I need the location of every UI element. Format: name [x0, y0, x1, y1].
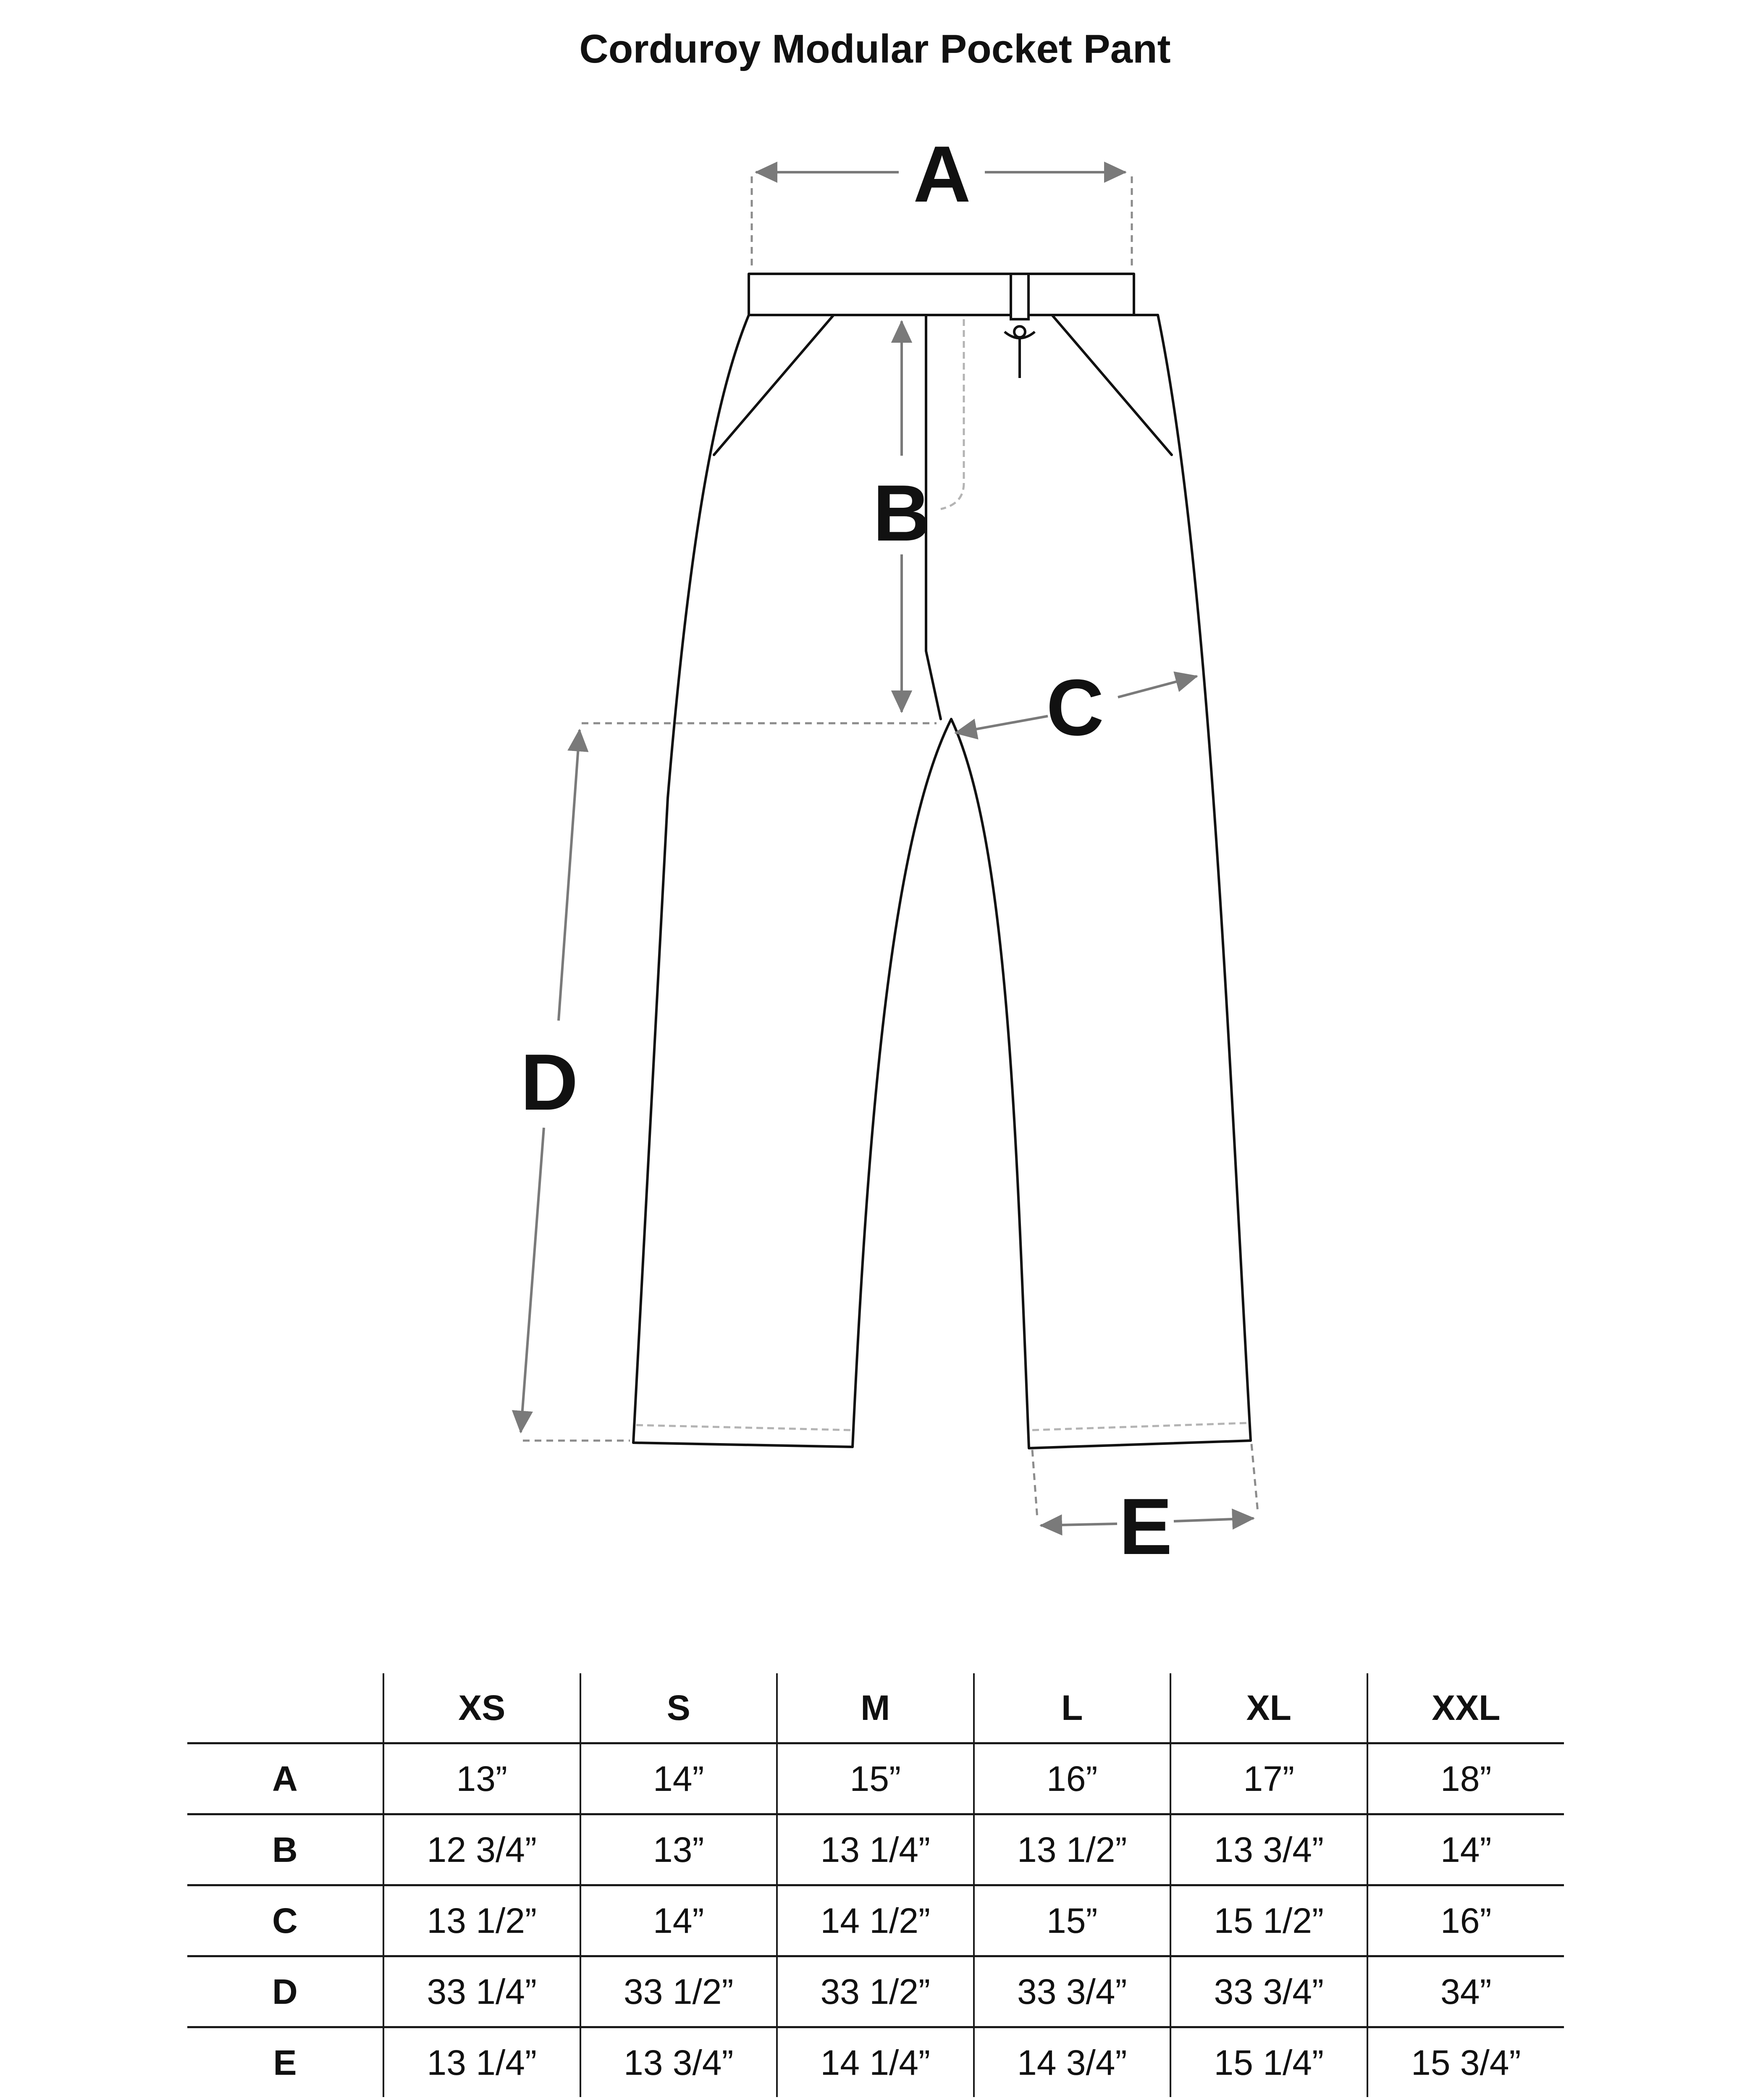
header-corner — [187, 1673, 383, 1743]
table-cell: 15 1/2” — [1170, 1885, 1367, 1956]
table-cell: 16” — [1367, 1885, 1564, 1956]
cord-clip — [1005, 332, 1035, 338]
table-cell: 14 1/2” — [777, 1885, 974, 1956]
page-title: Corduroy Modular Pocket Pant — [579, 26, 1171, 71]
table-cell: 18” — [1367, 1743, 1564, 1814]
size-chart-table — [187, 1673, 1564, 2097]
arrow-c-left — [955, 716, 1048, 733]
label-c: C — [1046, 663, 1104, 752]
table-cell: 14” — [580, 1743, 777, 1814]
table-cell: 14” — [580, 1885, 777, 1956]
table-cell: 33 1/4” — [383, 1956, 580, 2027]
label-e: E — [1119, 1482, 1173, 1571]
table-cell: 14 1/4” — [777, 2027, 974, 2097]
label-a: A — [913, 130, 971, 219]
guide-e-left — [1032, 1450, 1037, 1518]
table-cell: 15” — [974, 1885, 1171, 1956]
header-size-xxl: XXL — [1367, 1673, 1564, 1743]
header-size-xl: XL — [1170, 1673, 1367, 1743]
table-cell: 13 1/4” — [777, 1814, 974, 1885]
table-cell: 33 3/4” — [1170, 1956, 1367, 2027]
table-cell: 13” — [383, 1743, 580, 1814]
row-label: C — [187, 1885, 383, 1956]
arrow-e-right — [1174, 1518, 1254, 1521]
table-cell: 13 3/4” — [1170, 1814, 1367, 1885]
table-header-row — [187, 1673, 1564, 1743]
label-d: D — [520, 1038, 578, 1127]
table-cell: 34” — [1367, 1956, 1564, 2027]
header-size-m: M — [777, 1673, 974, 1743]
table-cell: 13 1/2” — [383, 1885, 580, 1956]
header-size-xs: XS — [383, 1673, 580, 1743]
table-cell: 33 1/2” — [777, 1956, 974, 2027]
row-label: B — [187, 1814, 383, 1885]
measurement-labels — [520, 130, 1172, 1571]
table-cell: 13 3/4” — [580, 2027, 777, 2097]
header-size-l: L — [974, 1673, 1171, 1743]
pant-outline — [633, 274, 1251, 1448]
table-cell: 16” — [974, 1743, 1171, 1814]
table-cell: 13 1/2” — [974, 1814, 1171, 1885]
arrow-d-up — [559, 730, 580, 1021]
measurement-arrows — [521, 172, 1254, 1525]
row-label: D — [187, 1956, 383, 2027]
cord-tab — [1011, 274, 1028, 319]
table-cell: 14” — [1367, 1814, 1564, 1885]
arrow-c-right — [1118, 676, 1197, 697]
label-b: B — [873, 469, 931, 558]
waistband — [749, 274, 1134, 315]
guide-lines — [523, 176, 1258, 1518]
table-cell: 15 1/4” — [1170, 2027, 1367, 2097]
row-label: A — [187, 1743, 383, 1814]
table-row — [187, 1743, 1564, 1814]
arrow-e-left — [1041, 1524, 1117, 1525]
left-hem-stitch — [636, 1425, 851, 1430]
table-cell: 12 3/4” — [383, 1814, 580, 1885]
right-pocket-edge — [1052, 315, 1172, 455]
header-size-s: S — [580, 1673, 777, 1743]
table-row — [187, 1885, 1564, 1956]
guide-e-right — [1251, 1444, 1258, 1512]
right-hem-stitch — [1032, 1423, 1247, 1430]
table-cell: 13” — [580, 1814, 777, 1885]
table-cell: 33 1/2” — [580, 1956, 777, 2027]
table-cell: 33 3/4” — [974, 1956, 1171, 2027]
fly-stitch — [941, 319, 964, 509]
row-label: E — [187, 2027, 383, 2097]
table-row — [187, 1814, 1564, 1885]
table-cell: 15” — [777, 1743, 974, 1814]
table-cell: 13 1/4” — [383, 2027, 580, 2097]
table-cell: 14 3/4” — [974, 2027, 1171, 2097]
table-cell: 15 3/4” — [1367, 2027, 1564, 2097]
table-row — [187, 1956, 1564, 2027]
left-pocket-edge — [714, 315, 834, 455]
cord-grommet — [1014, 326, 1025, 337]
table-cell: 17” — [1170, 1743, 1367, 1814]
arrow-d-down — [521, 1128, 544, 1432]
stitch-lines — [636, 319, 1247, 1430]
pant-body — [633, 315, 1251, 1448]
table-row — [187, 2027, 1564, 2097]
